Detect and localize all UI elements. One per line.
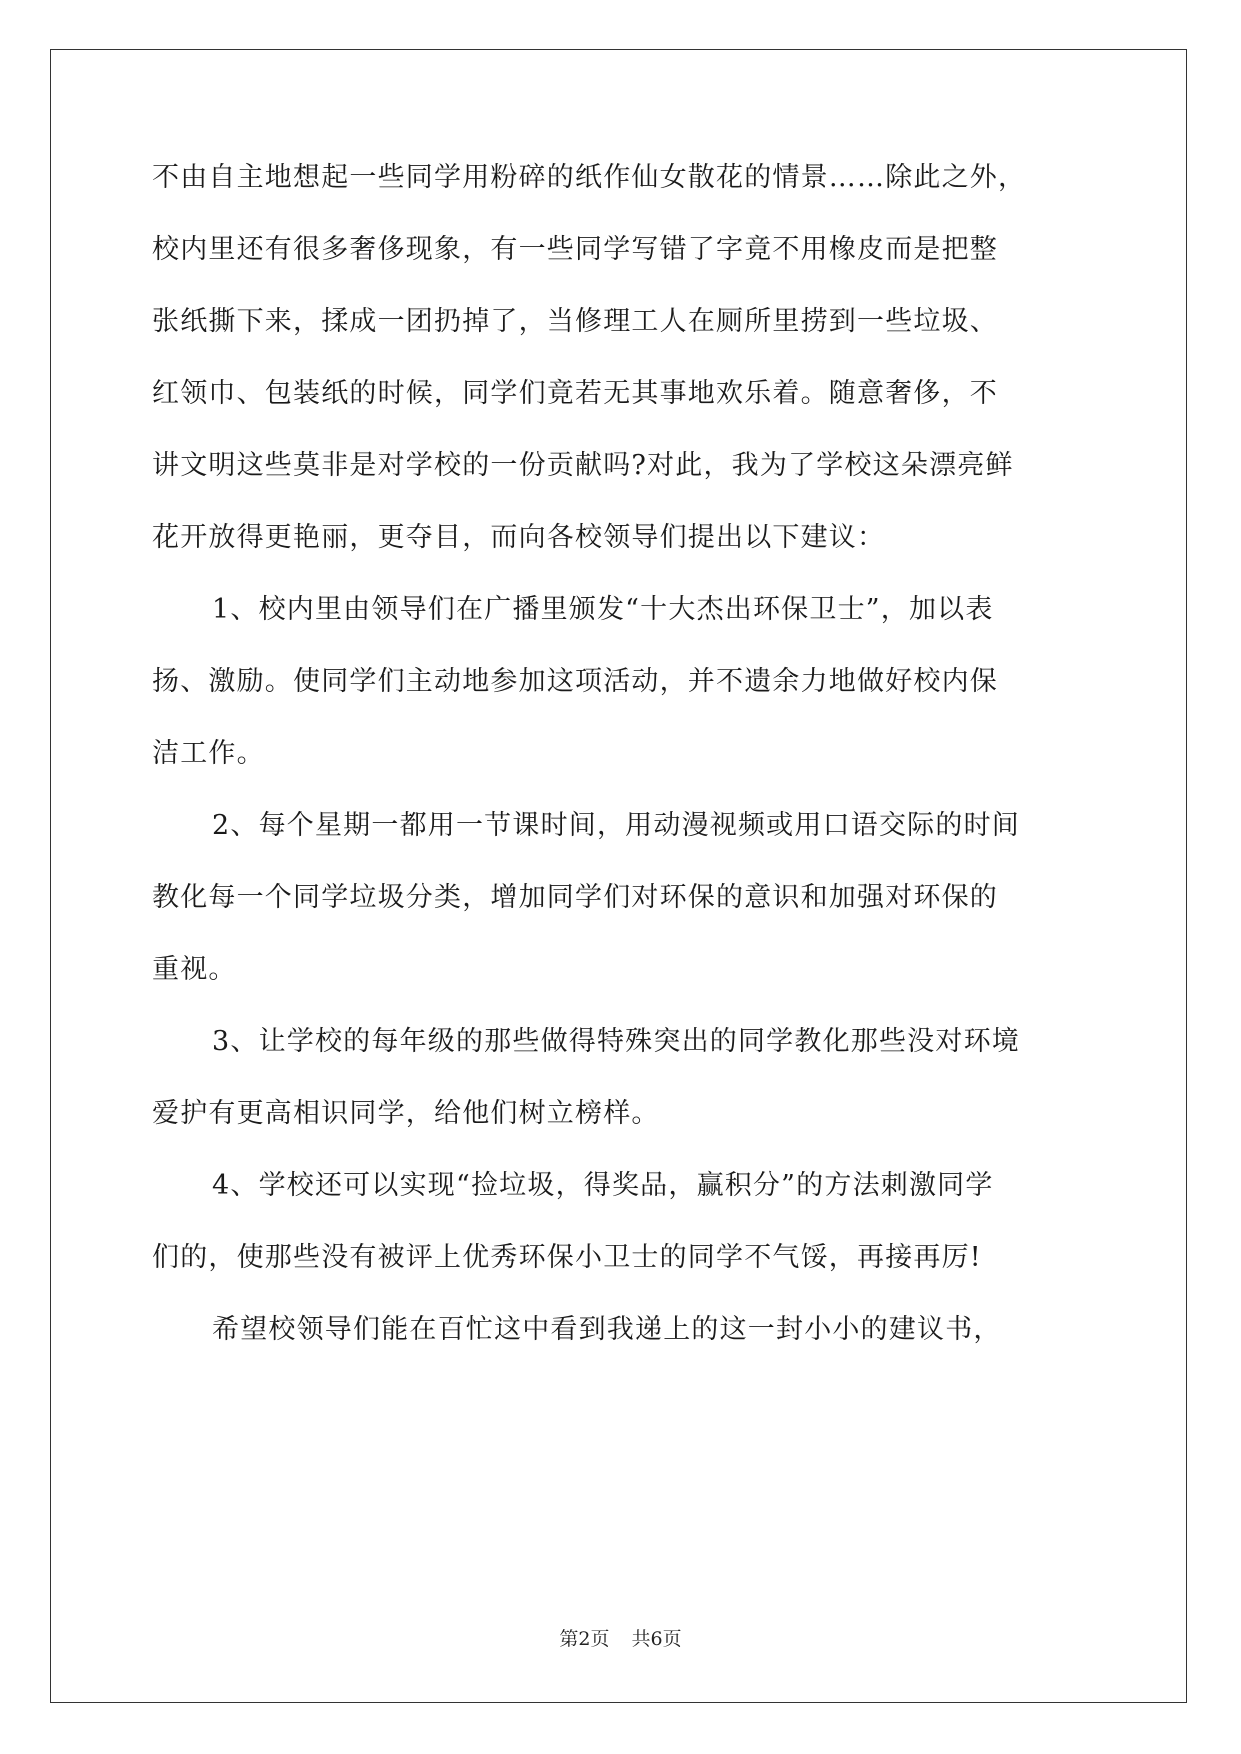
page-footer xyxy=(0,1627,1241,1651)
paragraph-first-line: 2、每个星期一都用一节课时间，用动漫视频或用口语交际的时间 xyxy=(212,810,1020,841)
text-line: 讲文明这些莫非是对学校的一份贡献吗?对此，我为了学校这朵漂亮鲜 xyxy=(152,450,1014,481)
text-line: 花开放得更艳丽，更夺目，而向各校领导们提出以下建议： xyxy=(152,522,886,553)
text-line: 爱护有更高相识同学，给他们树立榜样。 xyxy=(152,1098,660,1129)
paragraph-first-line: 1、校内里由领导们在广播里颁发“十大杰出环保卫士”，加以表 xyxy=(212,594,994,625)
text-line: 校内里还有很多奢侈现象，有一些同学写错了字竟不用橡皮而是把整 xyxy=(152,234,998,265)
text-line: 扬、激励。使同学们主动地参加这项活动，并不遗余力地做好校内保 xyxy=(152,666,998,697)
text-line: 重视。 xyxy=(152,954,237,985)
paragraph-first-line: 希望校领导们能在百忙这中看到我递上的这一封小小的建议书， xyxy=(212,1314,1002,1345)
text-line: 不由自主地想起一些同学用粉碎的纸作仙女散花的情景……除此之外， xyxy=(152,162,1027,193)
page-total: 共6页 xyxy=(631,1628,682,1650)
paragraph-first-line: 4、学校还可以实现“捡垃圾，得奖品，赢积分”的方法刺激同学 xyxy=(212,1170,994,1201)
text-line: 张纸撕下来，揉成一团扔掉了，当修理工人在厕所里捞到一些垃圾、 xyxy=(152,306,998,337)
text-line: 们的，使那些没有被评上优秀环保小卫士的同学不气馁，再接再厉! xyxy=(152,1242,982,1273)
text-line: 教化每一个同学垃圾分类，增加同学们对环保的意识和加强对环保的 xyxy=(152,882,998,913)
page-border xyxy=(50,49,1187,1703)
paragraph-first-line: 3、让学校的每年级的那些做得特殊突出的同学教化那些没对环境 xyxy=(212,1026,1020,1057)
text-line: 洁工作。 xyxy=(152,738,265,769)
page-number: 第2页 xyxy=(559,1628,610,1650)
text-line: 红领巾、包装纸的时候，同学们竟若无其事地欢乐着。随意奢侈，不 xyxy=(152,378,998,409)
